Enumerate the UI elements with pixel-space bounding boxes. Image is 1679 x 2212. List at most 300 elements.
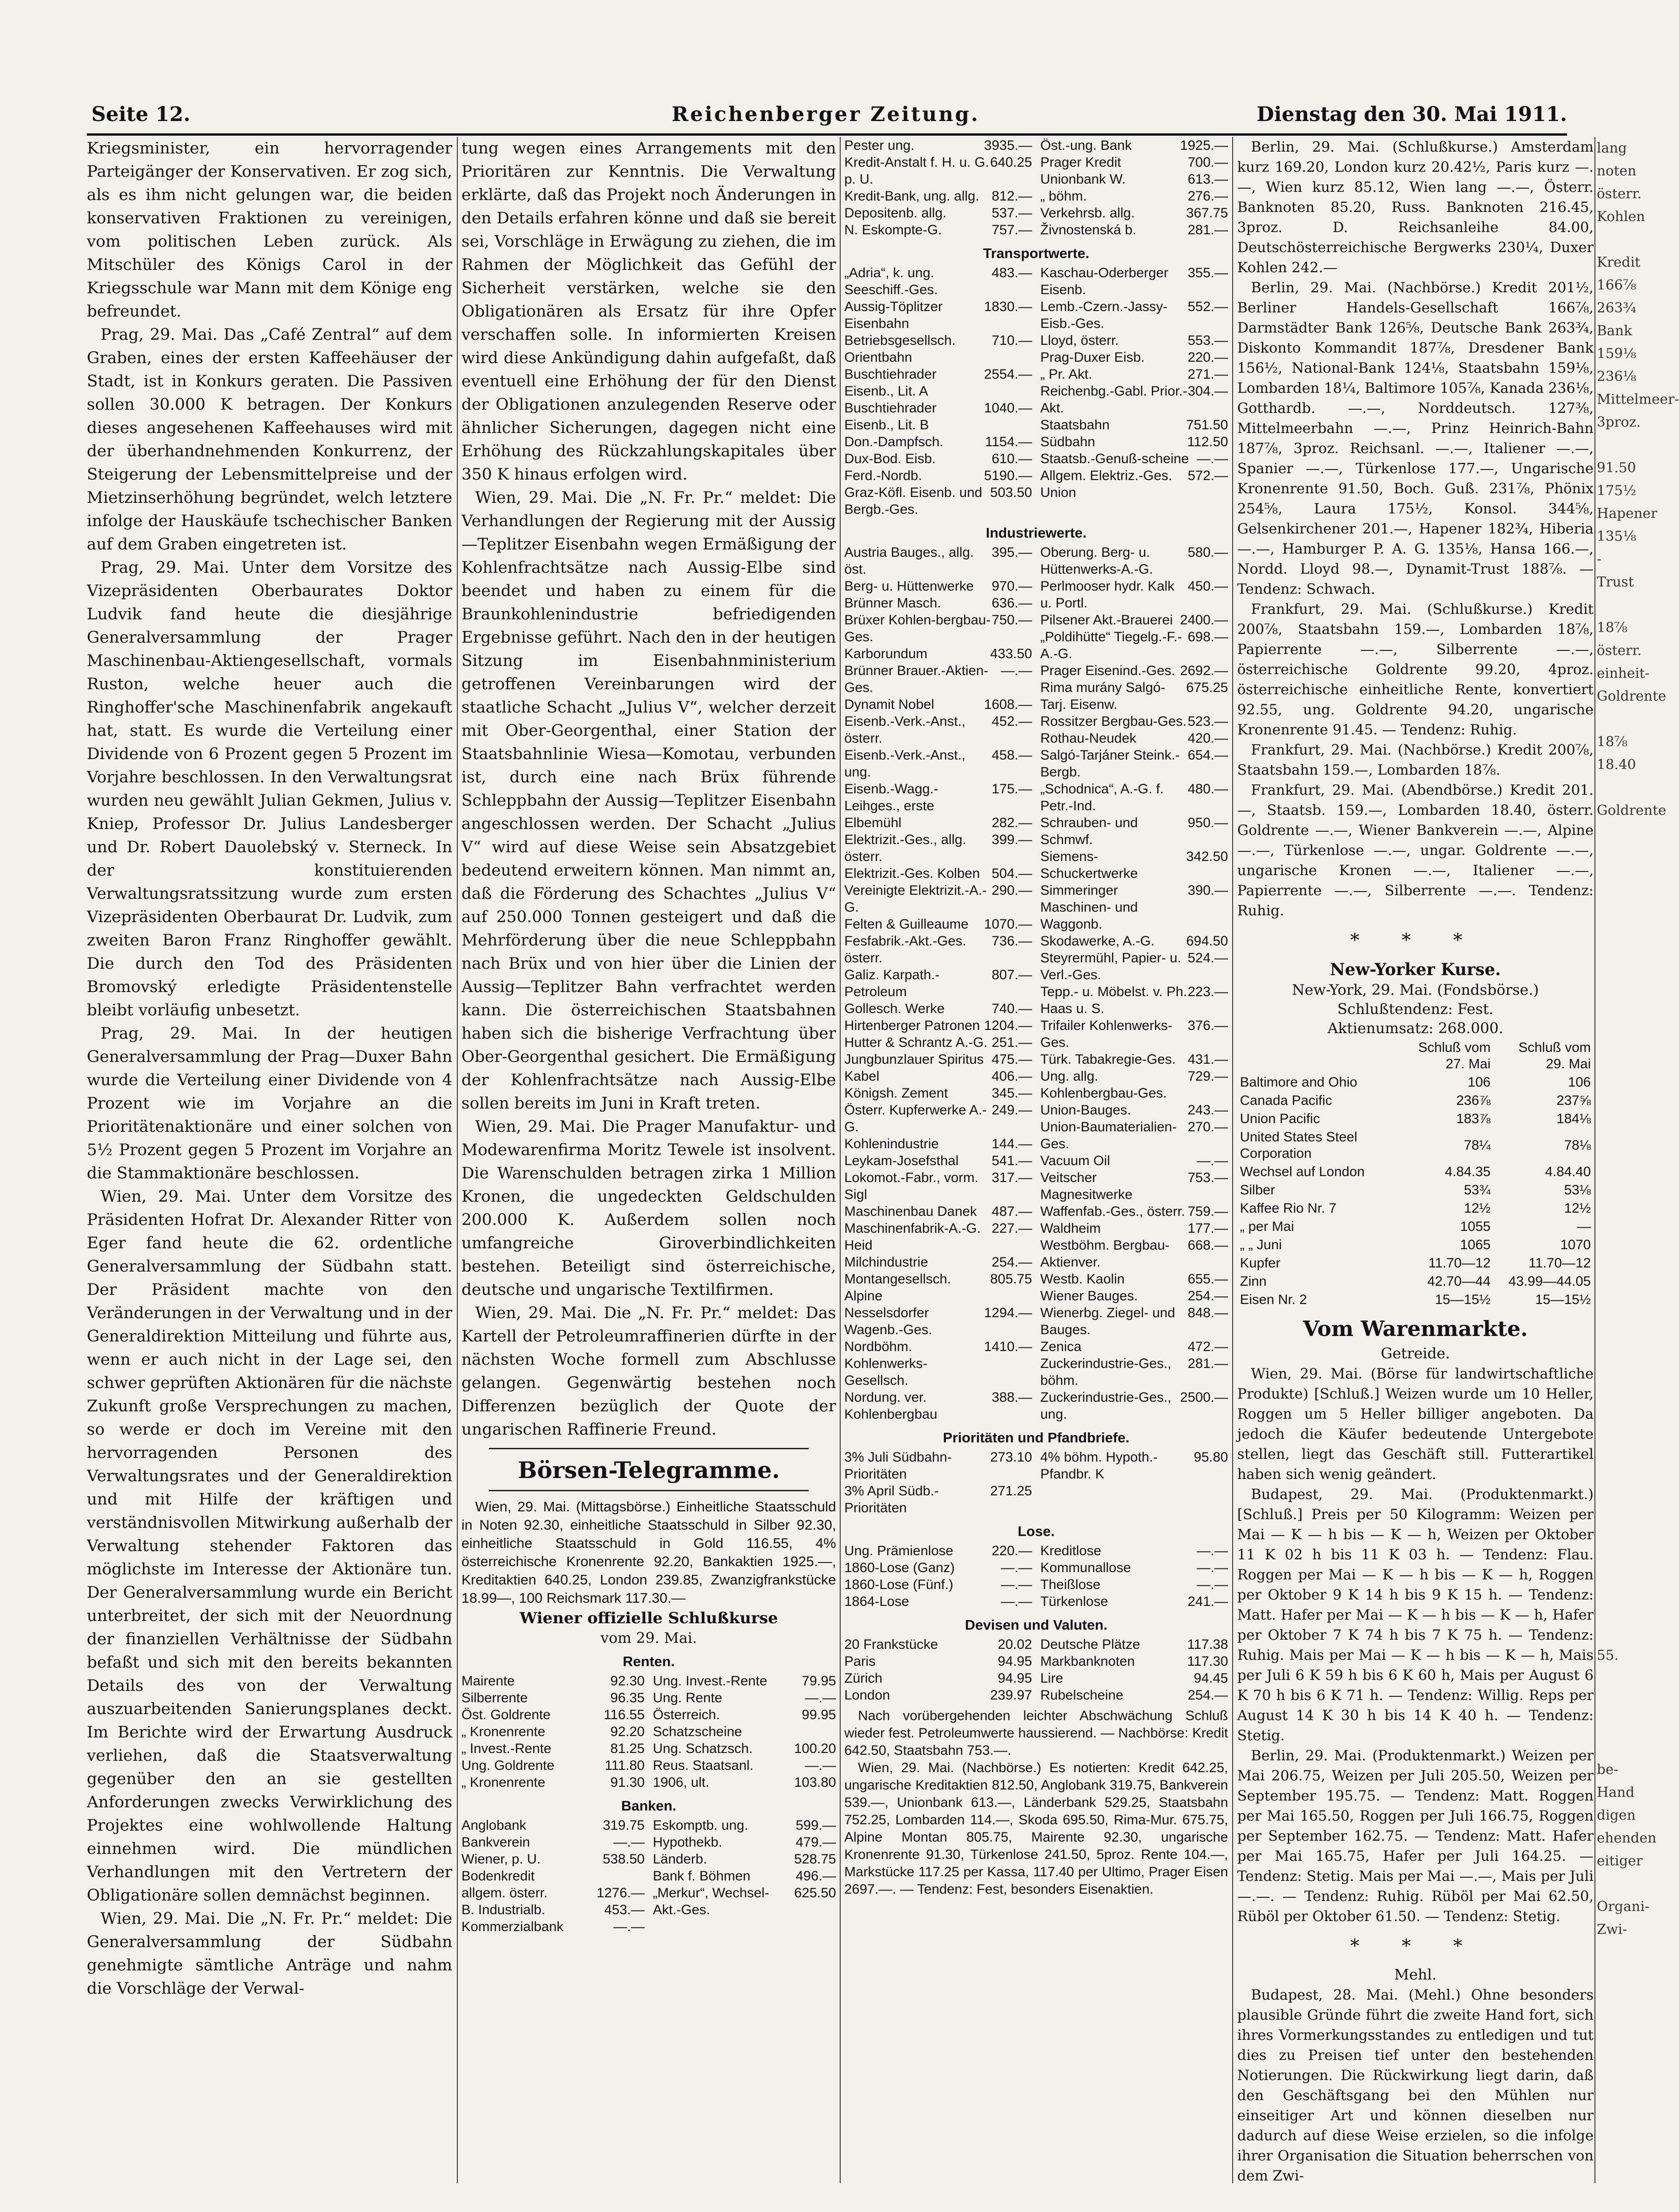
quote-name: Zürich	[844, 1671, 883, 1686]
ny-header-29: Schluß vom 29. Mai	[1518, 1040, 1591, 1072]
quote-row	[461, 1918, 645, 1935]
ny-security: Silber	[1240, 1183, 1275, 1198]
quote-value: 117.38	[1187, 1637, 1228, 1652]
quote-name: Pester ung.	[844, 138, 915, 153]
quote-name: Nordböhm. Kohlenwerks-Gesellsch.	[844, 1339, 927, 1388]
quote-row	[1040, 366, 1228, 383]
ny-price: 15—15½	[1435, 1292, 1491, 1307]
quote-value: 94.95	[997, 1671, 1032, 1686]
quote-row	[844, 831, 1032, 865]
quote-row	[844, 645, 1032, 662]
quote-value: —.—	[1001, 1594, 1032, 1609]
cutoff-fragment	[1597, 1325, 1622, 1347]
column-4	[1237, 137, 1594, 2192]
ny-security: United States Steel Corporation	[1240, 1130, 1357, 1161]
quote-value: 541.—	[991, 1153, 1032, 1168]
quote-row	[844, 484, 1032, 518]
quote-value: 675.25	[1186, 680, 1228, 695]
quote-name: Leykam-Josefsthal	[844, 1153, 959, 1168]
quote-value: 475.—	[991, 1052, 1032, 1067]
quote-value: 399.—	[991, 832, 1032, 847]
ny-price: 1065	[1460, 1237, 1491, 1252]
cutoff-fragment: österr.	[1597, 186, 1642, 202]
quote-name: Zuckerindustrie-Ges., ung.	[1040, 1390, 1171, 1422]
quote-name: Brünner Brauer.-Aktien-Ges.	[844, 663, 989, 695]
quote-value: 95.80	[1193, 1450, 1228, 1465]
quote-name: Wiener, p. U. Bodenkredit	[461, 1852, 541, 1884]
quote-name: Allgem. Elektriz.-Ges. Union	[1040, 468, 1172, 500]
ny-kurse-table	[1237, 1039, 1594, 1309]
quote-name: Milchindustrie	[844, 1255, 928, 1270]
quote-row	[1040, 662, 1228, 679]
quote-value: 304.—	[1187, 384, 1228, 399]
quote-name: 1860-Lose (Fünf.)	[844, 1577, 953, 1592]
article-suedbahn-generalversammlung: Wien, 29. Mai. Unter dem Vorsitze des Präsidenten Hofrat Dr. Alexander Ritter von Eger fand heute die 62. ordentliche Generalversammlung der Südbahn statt. Der Präsident machte von den Veränderungen in der Verwaltung und in der Generaldirektion Mitteilung und führte aus, wenn er auch nicht in der Lage sei, den schwer geprüften Aktionären für die nächste Zukunft große Versprechungen zu machen, so werde er doch im Vereine mit den hervorragenden Personen des Verwaltungsrates und der Generaldirektion und mit Hilfe der kräftigen und verständnisvollen Mitwirkung außerhalb der Verwaltung stehender Faktoren das möglichste im Interesse der Aktionäre tun. Der Generalversammlung wurde ein Bericht unterbreitet, der sich mit der Neuordnung der finanziellen Verhältnisse der Südbahn befaßt und sich mit den bereits bekannten Details des von der Verwaltung auszuarbeitenden Sanierungsplanes deckt. Im Berichte wird der Erwartung Ausdruck verliehen, daß die Staatsverwaltung gegenüber den an sie gestellten Anforderungen zwecks Verwirklichung des Projektes eine wohlwollende Haltung einnehmen wird. Die mündlichen Verhandlungen mit den Vertretern der Obligationäre sollen demnächst beginnen.	[87, 1188, 452, 1905]
quote-value: 254.—	[1187, 1288, 1228, 1304]
berlin-schlusskurse: Berlin, 29. Mai. (Schlußkurse.) Amsterdam kurz 169.20, London kurz 20.42½, Paris kurz —.—, Wien kurz 85.12, Wien lang —.—, Österr. Banknoten 85.20, Russ. Banknoten 216.45, 3proz. D. Reichsanleihe 84.00, Deutschösterreichische Bergwerks 230¼, Duxer Kohlen 242.—	[1237, 139, 1594, 276]
quote-value: —.—	[805, 1690, 836, 1705]
ny-price: 12½	[1564, 1201, 1591, 1216]
quote-row	[1040, 349, 1228, 366]
quote-row	[844, 1152, 1032, 1169]
quote-name: Prag-Duxer Eisb.	[1040, 350, 1145, 365]
ny-security: „ per Mai	[1240, 1219, 1294, 1234]
quote-name: Siemens-Schuckertwerke	[1040, 849, 1138, 881]
wien-nachboerse: Wien, 29. Mai. (Nachbörse.) Es notierten: Kredit 642.25, ungarische Kreditaktien 812.50, Anglobank 319.75, Bankverein 539.—, Unionbank 613.—, Länderbank 529.25, Staatsbahn 752.25, Lombarden 114.—, Skoda 695.50, Rima-Mur. 675.75, Alpine Montan 805.75, Mairente 92.30, ungarische Kronenrente 91.30, Türkenlose 241.50, 5proz. Rente 104.—, Markstücke 117.25 per Kassa, 117.40 per Ultimo, Prager Eisen 2697.—. — Tendenz: Fest, besonders Eisenaktien.	[844, 1760, 1228, 1897]
quote-name: Dynamit Nobel	[844, 697, 934, 712]
quote-name: Schrauben- und Schmwf.	[1040, 815, 1138, 847]
quote-name: Ferd.-Nordb.	[844, 468, 922, 483]
quote-row	[844, 1017, 1032, 1034]
column-divider	[1232, 137, 1233, 2183]
quote-name: Prager Kredit	[1040, 155, 1121, 170]
quote-name: Ung. Rente	[653, 1690, 722, 1705]
quote-name: B. Industrialb.	[461, 1902, 546, 1917]
quote-value: 553.—	[1187, 333, 1228, 348]
quote-row	[844, 781, 1032, 814]
quote-value: 452.—	[991, 714, 1032, 729]
mehl-heading: Mehl.	[1394, 1966, 1437, 1983]
quote-name: Karborundum	[844, 646, 927, 661]
quote-row	[844, 1051, 1032, 1068]
quote-name: Reus. Staatsanl.	[653, 1758, 754, 1773]
quote-value: 431.—	[1187, 1052, 1228, 1067]
quote-name: Wiener Bauges.	[1040, 1288, 1138, 1304]
quote-name: „ Kronenrente	[461, 1724, 546, 1739]
quote-name: Öst.-ung. Bank	[1040, 138, 1132, 153]
ny-table-header	[1237, 1039, 1594, 1073]
cutoff-fragment: Bank	[1597, 323, 1632, 339]
quote-name: 4% böhm. Hypoth.-Pfandbr. K	[1040, 1450, 1158, 1482]
quote-row	[653, 1834, 836, 1851]
quote-value: 640.25	[990, 155, 1032, 170]
quote-value: —.—	[1001, 1560, 1032, 1575]
quote-row	[844, 1169, 1032, 1203]
ny-row	[1237, 1110, 1594, 1128]
quote-row	[461, 1885, 645, 1901]
quote-value: 144.—	[991, 1136, 1032, 1151]
cutoff-fragment: österr.	[1597, 643, 1642, 659]
cutoff-fragment	[1597, 434, 1622, 457]
quote-name: Anglobank	[461, 1818, 526, 1833]
quote-row	[1040, 1304, 1228, 1338]
quote-row	[1040, 264, 1228, 298]
quote-row	[653, 1851, 836, 1868]
quote-row	[844, 612, 1032, 645]
quote-name: Kommerzialbank	[461, 1919, 564, 1934]
quote-row	[844, 578, 1032, 595]
quote-value: 282.—	[991, 815, 1032, 830]
quote-value: 254.—	[991, 1255, 1032, 1270]
article-cafe-zentral: Prag, 29. Mai. Das „Café Zentral“ auf dem Graben, eines der ersten Kaffeehäuser der Stadt, ist in Konkurs geraten. Die Passiven sollen 30.000 K betragen. Der Konkurs dieses angesehenen Kaffeehauses wird mit der überhandnehmenden Konkurrenz, der Steigerung der Lebensmittelpreise und der Mietzinserhöhung begründet, welch letztere infolge der Hauskäufe tschechischer Banken auf dem Graben eingetreten ist.	[87, 326, 452, 554]
quote-name: Bank f. Böhmen	[653, 1869, 751, 1884]
section-rule	[489, 1448, 809, 1449]
quote-value: 92.30	[610, 1674, 645, 1689]
cutoff-fragment	[1597, 982, 1622, 1005]
ny-price: 237⅝	[1556, 1093, 1591, 1108]
quote-value: 1294.—	[984, 1305, 1032, 1320]
cutoff-fragment: Kohlen	[1597, 209, 1645, 225]
quote-row	[844, 1653, 1032, 1670]
quote-name: Ung. Goldrente	[461, 1758, 555, 1773]
quote-name: Betriebsgesellsch. Orientbahn	[844, 333, 956, 365]
quote-row	[1040, 1237, 1228, 1271]
budapest-produkte: Budapest, 29. Mai. (Produktenmarkt.) [Schluß.] Preis per 50 Kilogramm: Weizen per Mai — K — h bis — K — h, Weizen per Oktober 11 K 02 h bis 11 K 03 h. — Tendenz: Flau. Roggen per Mai — K — h bis — K — h, Roggen per Oktober 9 K 14 h bis 9 K 15 h. — Tendenz: Matt. Hafer per Mai — K — h bis — K — h, Hafer per Oktober 7 K 74 h bis 7 K 75 h. — Tendenz: Ruhig. Mais per Mai — K — h bis — K — h, Mais per Juli 6 K 59 h bis 6 K 60 h, Mais per August 6 K 70 h bis 6 K 71 h. — Tendenz: Willig. Reps per August 14 K 30 h bis 14 K 40 h. — Tendenz: Stetig.	[1237, 1486, 1594, 1744]
quote-row	[844, 433, 1032, 450]
quote-value: —.—	[1197, 451, 1228, 466]
quote-row	[653, 1868, 836, 1885]
quote-value: 345.—	[991, 1086, 1032, 1101]
cutoff-fragment	[1597, 868, 1622, 891]
cutoff-fragment: 18⅞	[1597, 620, 1628, 636]
quote-value: 655.—	[1187, 1272, 1228, 1287]
quote-value: 524.—	[1187, 950, 1228, 966]
quote-row	[461, 1901, 645, 1918]
quote-name: Felten & Guilleaume	[844, 917, 969, 932]
transportwerte-left	[844, 264, 1032, 518]
quote-row	[844, 544, 1032, 578]
quote-value: 528.75	[794, 1852, 836, 1867]
quote-value: 1410.—	[984, 1339, 1032, 1354]
article-kohlenfrachtsaetze: Wien, 29. Mai. Die „N. Fr. Pr.“ meldet: Die Verhandlungen der Regierung mit der Aussig—Teplitzer Eisenbahn wegen Ermäßigung der Kohlenfrachtsätze nach Aussig-Elbe sind beendet und haben zu einem für die Braunkohlenindustrie befriedigenden Ergebnisse geführt. Nach den in der heutigen Sitzung im Eisenbahnministerium getroffenen Vereinbarungen wird der staatliche Schacht „Julius V“, welcher derzeit mit Ober-Georgenthal, einer Station der Staatsbahnlinie Wiesa—Komotau, verbunden ist, durch eine nach Brüx führende Schleppbahn der Aussig—Teplitzer Eisenbahn angeschlossen werden. Der Schacht „Julius V“ wird auf diese Weise sein Absatzgebiet bedeutend erweitern können. Man nimmt an, daß die Förderung des Schachtes „Julius V“ auf 250.000 Tonnen gesteigert und daß die Mehrförderung über die neue Schleppbahn nach Brüx und von hier über die Linien der Aussig—Teplitzer Bahn verfrachtet werden kann. Die österreichischen Staatsbahnen haben sich die bisherige Verfrachtung über Ober-Georgenthal gesichert. Die Ermäßigung der Kohlenfrachtsätze nach Aussig-Elbe sollen bereits im Juni in Kraft treten.	[461, 489, 836, 1113]
cutoff-fragment	[1597, 1142, 1622, 1165]
cutoff-fragment: digen	[1597, 1807, 1636, 1823]
quote-value: 625.50	[794, 1885, 836, 1901]
quote-value: 117.30	[1187, 1654, 1228, 1669]
quote-value: 99.95	[801, 1707, 836, 1722]
quote-name: Elbemühl	[844, 815, 902, 830]
ny-security: Wechsel auf London	[1240, 1164, 1365, 1179]
quote-row	[844, 1102, 1032, 1135]
separator-stars: * * *	[1350, 930, 1481, 951]
cutoff-fragment	[1597, 1188, 1622, 1210]
ny-price: 4.84.40	[1545, 1164, 1591, 1179]
quote-row	[844, 696, 1032, 713]
ny-umsatz: Aktienumsatz: 268.000.	[1327, 1019, 1504, 1037]
quote-name: Depositenb. allg.	[844, 206, 947, 221]
budapest-mehl: Budapest, 28. Mai. (Mehl.) Ohne besonders plausible Gründe führt die zweite Hand fort, sich ihres Vormerkungsstandes zu entledigen und tut dies zu Preisen tief unter den bestehenden Notierungen. Die Rückwirkung liegt darin, daß den Geschäftsgang bei den Mühlen nur einseitiger Art und können dieselben nur dadurch auf diese Weise erzielen, so die infolge ihrer Organisation die Situation beherrschen von dem Zwi-	[1237, 1987, 1594, 2184]
quote-name: Rothau-Neudek	[1040, 731, 1137, 746]
quote-value: 636.—	[991, 596, 1032, 611]
quote-name: „Poldihütte“ Tiegelg.-F.-A.-G.	[1040, 629, 1182, 661]
quote-value: 483.—	[991, 265, 1032, 280]
quote-value: 239.97	[990, 1688, 1032, 1703]
quote-value: 1204.—	[984, 1018, 1032, 1033]
cutoff-fragment	[1597, 1667, 1622, 1690]
quote-row	[461, 1774, 645, 1791]
quote-row	[844, 1559, 1032, 1576]
ny-security: Canada Pacific	[1240, 1093, 1332, 1108]
quote-row	[844, 1670, 1032, 1687]
quote-row	[844, 137, 1032, 154]
quote-name: „ Kronenrente	[461, 1775, 546, 1790]
industriewerte-right	[1040, 544, 1228, 1423]
quote-row	[1040, 332, 1228, 349]
quote-row	[844, 1254, 1032, 1271]
ny-row	[1237, 1291, 1594, 1309]
quote-name: Buschtiehrader Eisenb., Lit. B	[844, 401, 937, 433]
quote-name: Westb. Kaolin	[1040, 1272, 1125, 1287]
quote-name: Verkehrsb. allg.	[1040, 206, 1135, 221]
quote-name: „ Invest.-Rente	[461, 1741, 551, 1756]
column-2	[461, 137, 836, 2192]
ny-price: 183⅞	[1456, 1111, 1491, 1126]
header-rule	[87, 133, 1567, 136]
cutoff-fragment: noten	[1597, 163, 1637, 179]
quote-row	[461, 1817, 645, 1834]
quote-row	[1040, 933, 1228, 950]
quote-name: Ung. allg. Kohlenbergbau-Ges.	[1040, 1069, 1167, 1101]
cutoff-fragment	[1597, 1119, 1622, 1142]
article-tewele-insolvent: Wien, 29. Mai. Die Prager Manufaktur- und Modewarenfirma Moritz Tewele ist insolvent. Die Warenschulden betragen zirka 1 Million Kronen, die ungedeckten Geldschulden 200.000 K. Außerdem sollen noch umfangreiche Giroverbindlichkeiten bestehen. Beteiligt sind österreichische, deutsche und ungarische Textilfirmen.	[461, 1118, 836, 1299]
quote-name: Union-Bauges.	[1040, 1103, 1131, 1118]
quote-row	[1040, 383, 1228, 417]
quote-row	[1040, 1670, 1228, 1687]
cutoff-fragment	[1597, 776, 1622, 799]
quote-value: 91.30	[610, 1775, 645, 1790]
cutoff-fragment: 55.	[1597, 1647, 1619, 1663]
quote-name: Galiz. Karpath.-Petroleum	[844, 967, 940, 999]
quote-value: 273.10	[990, 1450, 1032, 1465]
cutoff-fragment	[1597, 1256, 1622, 1279]
quote-value: 807.—	[991, 967, 1032, 982]
article-petroleum-kartell: Wien, 29. Mai. Die „N. Fr. Pr.“ meldet: Das Kartell der Petroleumraffinerien dürfte in der nächsten Woche formell zum Abschlusse gelangen. Gegenwärtig bestehen noch Differenzen bezüglich der Quote der ungarischen Raffinerie Freund.	[461, 1304, 836, 1439]
ny-row	[1237, 1073, 1594, 1092]
quote-name: Kohlenindustrie	[844, 1136, 939, 1151]
frankfurt-schlusskurse: Frankfurt, 29. Mai. (Schlußkurse.) Kredit 200⅞, Staatsbahn 159.—, Lombarden 18⅞, Papierrente —.—, Silberrente —.—, österreichische Goldrente 99.20, 4proz. österreichische einheitliche Rente, konvertiert 92.55, ung. Goldrente 94.20, ungarische Kronenrente 91.45. — Tendenz: Ruhig.	[1237, 601, 1594, 738]
ny-row	[1237, 1181, 1594, 1199]
ny-price: 53⅛	[1564, 1183, 1591, 1198]
quote-row	[461, 1706, 645, 1723]
quote-value: 552.—	[1187, 299, 1228, 314]
prioritaeten-heading: Prioritäten und Pfandbriefe.	[943, 1430, 1130, 1446]
quote-value: 698.—	[1187, 629, 1228, 644]
ny-price: 4.84.35	[1445, 1164, 1491, 1179]
quote-row	[1040, 467, 1228, 501]
quote-value: 753.—	[1187, 1170, 1228, 1185]
quote-value: 759.—	[1187, 1204, 1228, 1219]
ny-intro: New-York, 29. Mai. (Fondsbörse.)	[1292, 981, 1539, 998]
cutoff-fragment: einheit-	[1597, 665, 1650, 681]
renten-table	[461, 1653, 836, 1935]
banken-right	[653, 1817, 836, 1935]
quote-row	[1040, 1449, 1228, 1483]
quote-value: 220.—	[1187, 350, 1228, 365]
article-paragraph: tung wegen eines Arrangements mit den Prioritären zur Kenntnis. Die Verwaltung erklärte, daß das Projekt noch Änderungen in den Details erfahren könne und daß sie bereit sei, Vorschläge in Erwägung zu ziehen, die im Rahmen der Möglichkeit das Gefühl der Sicherheit verstärken, welche sie den Obligationären als Ersatz für ihre Opfer verschaffen solle. In informierten Kreisen wird diese Ankündigung dahin aufgefaßt, daß eventuell eine Erhöhung der für den Dienst der Obligationen anzulegenden Reserve oder ähnlicher Sicherungen, dagegen nicht eine Erhöhung des Rückzahlungskapitales über 350 K hinaus erfolgen wird.	[461, 139, 836, 484]
quote-value: 479.—	[795, 1835, 836, 1850]
quote-value: 243.—	[1187, 1103, 1228, 1118]
cutoff-fragment: ehenden	[1597, 1830, 1657, 1846]
quote-row	[1040, 1288, 1228, 1304]
quote-row	[844, 188, 1032, 205]
quote-value: 2554.—	[984, 367, 1032, 382]
quote-value: 290.—	[991, 883, 1032, 898]
quote-name: Türk. Tabakregie-Ges.	[1040, 1052, 1176, 1067]
quote-name: Nesselsdorfer Wagenb.-Ges.	[844, 1305, 932, 1337]
ny-price: 15—15½	[1535, 1292, 1591, 1307]
quote-value: 388.—	[991, 1390, 1032, 1405]
quote-row	[1040, 205, 1228, 222]
quote-row	[1040, 950, 1228, 983]
cutoff-fragment	[1597, 1233, 1622, 1256]
cutoff-fragment	[1597, 1210, 1622, 1233]
quote-value: 599.—	[795, 1818, 836, 1833]
quote-name: Staatsb.-Genuß-scheine	[1040, 451, 1189, 466]
ny-tendenz: Schlußtendenz: Fest.	[1337, 1000, 1494, 1018]
quote-row	[461, 1740, 645, 1757]
quote-value: —.—	[805, 1758, 836, 1773]
quote-name: Reichenbg.-Gabl. Prior.-Akt.	[1040, 384, 1187, 416]
banken-heading: Banken.	[621, 1798, 677, 1814]
quote-row	[653, 1774, 836, 1791]
renten-columns	[461, 1673, 836, 1791]
quote-name: 1864-Lose	[844, 1594, 909, 1609]
quote-row	[1040, 814, 1228, 848]
quote-name: Veitscher Magnesitwerke	[1040, 1170, 1133, 1202]
ny-price: 78¼	[1464, 1138, 1491, 1153]
quote-row	[1040, 1636, 1228, 1653]
ny-security: Union Pacific	[1240, 1111, 1320, 1126]
quote-name: „Schodnica“, A.-G. f. Petr.-Ind.	[1040, 781, 1164, 813]
quote-row	[1040, 1119, 1228, 1152]
article-prager-maschinenbau: Prag, 29. Mai. Unter dem Vorsitze des Vizepräsidenten Oberbaurates Doktor Ludvik fand heute die diesjährige Generalversammlung der Prager Maschinenbau-Aktiengesellschaft, vormals Ruston, welche heuer auch die Ringhoffer'sche Maschinenfabrik angekauft hat, statt. Es wurde die Verteilung einer Dividende von 6 Prozent gegen 5 Prozent im Vorjahre beschlossen. In den Verwaltungsrat wurden neu gewählt Julian Gekmen, Julius v. Kniep, Professor Dr. Julius Landesberger und Dr. Robert Dauolebský v. Sterneck. In der konstituierenden Verwaltungsratssitzung wurde zum ersten Vizepräsidenten Oberbaurat Dr. Ludvik, zum zweiten Baron Franz Ringhoffer gewählt. Die durch den Tod des Präsidenten Bromovský erledigte Präsidentenstelle bleibt vorläufig unbesetzt.	[87, 559, 452, 1019]
quote-name: Steyrermühl, Papier- u. Verl.-Ges.	[1040, 950, 1181, 982]
quote-name: Markbanknoten	[1040, 1654, 1135, 1669]
cutoff-fragment	[1597, 845, 1622, 868]
quote-name: Hirtenberger Patronen	[844, 1018, 980, 1033]
quote-row	[1040, 1389, 1228, 1423]
cutoff-fragment: 91.50	[1597, 460, 1636, 476]
quote-value: 281.—	[1187, 222, 1228, 238]
quote-value: 3935.—	[984, 138, 1032, 153]
ny-security: Baltimore and Ohio	[1240, 1075, 1357, 1090]
quote-name: „ böhm.	[1040, 189, 1087, 204]
cutoff-fragment: lang	[1597, 140, 1627, 156]
quote-value: 175.—	[991, 781, 1032, 797]
quote-row	[653, 1740, 836, 1757]
quote-row	[1040, 188, 1228, 205]
cutoff-fragment: Goldrente	[1597, 688, 1667, 704]
transportwerte	[844, 264, 1228, 518]
quote-value: 223.—	[1187, 984, 1228, 999]
quote-name: Bankverein	[461, 1835, 530, 1850]
quote-row	[1040, 1559, 1228, 1576]
wien-produkte: Wien, 29. Mai. (Börse für landwirtschaftliche Produkte) [Schluß.] Weizen wurde um 10 Heller, Roggen um 5 Heller billiger angeboten. Da jedoch die Käufer bedeutende Untergebote stellen, liegt das Geschäft still. Futterartikel haben sich wenig geändert.	[1237, 1366, 1594, 1483]
column-divider	[1594, 137, 1595, 2183]
quote-row	[844, 450, 1032, 467]
ny-price: 106	[1467, 1075, 1491, 1090]
quote-row	[844, 865, 1032, 882]
cutoff-fragment	[1597, 1279, 1622, 1302]
quote-row	[1040, 1152, 1228, 1169]
quote-value: 537.—	[991, 206, 1032, 221]
quote-row	[844, 1304, 1032, 1338]
quote-name: Salgó-Tarjáner Steink.-Bergb.	[1040, 748, 1180, 780]
quote-row	[844, 1271, 1032, 1304]
quote-row	[653, 1673, 836, 1689]
quote-value: 848.—	[1187, 1305, 1228, 1320]
column-divider	[457, 137, 458, 2183]
page-header	[87, 103, 1567, 130]
quote-name: Vacuum Oil	[1040, 1153, 1110, 1168]
quote-name: Berg- u. Hüttenwerke	[844, 579, 974, 594]
ny-price: 11.70—12	[1528, 1256, 1591, 1271]
quote-name: allgem. österr.	[461, 1885, 548, 1901]
quote-value: —.—	[1197, 1577, 1228, 1592]
cutoff-fragment	[1597, 708, 1622, 731]
quote-name: Elektrizit.-Ges., allg. österr.	[844, 832, 966, 864]
cutoff-fragment: 18⅞	[1597, 734, 1628, 750]
quote-name: Union-Baumaterialien-Ges.	[1040, 1119, 1177, 1151]
quote-name: Zenica	[1040, 1339, 1082, 1354]
quote-row	[653, 1885, 836, 1918]
cutoff-fragment	[1597, 1028, 1622, 1051]
quote-name: Dux-Bod. Eisb.	[844, 451, 936, 466]
cutoff-fragment: Hapener	[1597, 506, 1658, 522]
prioritaeten-right	[1040, 1449, 1228, 1516]
quote-name: Westböhm. Bergbau-Aktienver.	[1040, 1238, 1170, 1270]
quote-value: —.—	[1197, 1560, 1228, 1575]
lose-heading: Lose.	[1017, 1523, 1055, 1539]
cutoff-fragment	[1597, 1416, 1622, 1439]
quote-name: „ Pr. Akt.	[1040, 367, 1092, 382]
quote-value: 970.—	[991, 579, 1032, 594]
quote-value: 610.—	[991, 451, 1032, 466]
lose	[844, 1542, 1228, 1610]
ny-row	[1237, 1163, 1594, 1181]
quote-name: Rubelscheine	[1040, 1688, 1123, 1703]
quote-row	[844, 595, 1032, 612]
quote-value: 319.75	[603, 1818, 645, 1833]
quote-value: 317.—	[991, 1170, 1032, 1185]
quote-name: Elektrizit.-Ges. Kolben	[844, 866, 980, 881]
quote-value: 342.50	[1186, 849, 1228, 864]
article-suedbahn-antraege: Wien, 29. Mai. Die „N. Fr. Pr.“ meldet: Die Generalversammlung der Südbahn genehmigte sämtliche Anträge und nahm die Vorschläge der Verwal-	[87, 1910, 452, 1998]
quote-value: —.—	[1197, 1153, 1228, 1168]
quote-name: Unionbank W.	[1040, 172, 1126, 187]
frankfurt-nachboerse: Frankfurt, 29. Mai. (Nachbörse.) Kredit 200⅞, Staatsbahn 159.—, Lombarden 18⅞.	[1237, 742, 1594, 778]
cutoff-fragment	[1597, 594, 1622, 617]
quote-name: Vereinigte Elektrizit.-A.-G.	[844, 883, 987, 915]
devisen	[844, 1636, 1228, 1704]
quote-value: 5190.—	[984, 468, 1032, 483]
quote-name: Hypothekb.	[653, 1835, 722, 1850]
berlin-nachboerse: Berlin, 29. Mai. (Nachbörse.) Kredit 201½, Berliner Handels-Gesellschaft 166⅞, Darmstädter Bank 126⅝, Deutsche Bank 263¾, Diskonto Kommandit 187⅞, Dresdener Bank 156½, National-Bank 124⅛, Staatsbahn 159⅛, Lombarden 18¼, Baltimore 105⅞, Kanada 236⅛, Gotthardb. —.—, Norddeutsch. 127⅜, Mittelmeerbahn —.—, Prinz Heinrich-Bahn 187⅞, 3proz. Reichsanl. —.—, Italiener —.—, Spanier —.—, Türkenlose 177.—, Ungarische Kronenrente 91.50, Boch. Guß. 231⅞, Phönix 254⅝, Laura 175½, Konsol. 344⅝, Gelsenkirchener 201.—, Hapener 182¾, Hiberia —.—, Hamburger P. A. G. 135⅛, Hansa 166.—, Nordd. Lloyd 98.—, Dynamit-Trust 188⅞. — Tendenz: Schwach.	[1237, 280, 1594, 597]
quote-value: 111.80	[604, 1758, 645, 1773]
quote-value: 271.—	[1187, 367, 1228, 382]
wien-mittagsboerse: Wien, 29. Mai. (Mittagsbörse.) Einheitliche Staatsschuld in Noten 92.30, einheitliche Staatsschuld in Silber 92.30, einheitliche Staatsschuld in Gold 116.55, 4% österreichische Kronenrente 92.20, Bankaktien 1925.—, Kreditaktien 640.25, London 239.85, Zwanzigfrankstücke 18.99—, 100 Reichsmark 117.30.—	[461, 1499, 836, 1606]
quote-name: Don.-Dampfsch.	[844, 434, 943, 449]
